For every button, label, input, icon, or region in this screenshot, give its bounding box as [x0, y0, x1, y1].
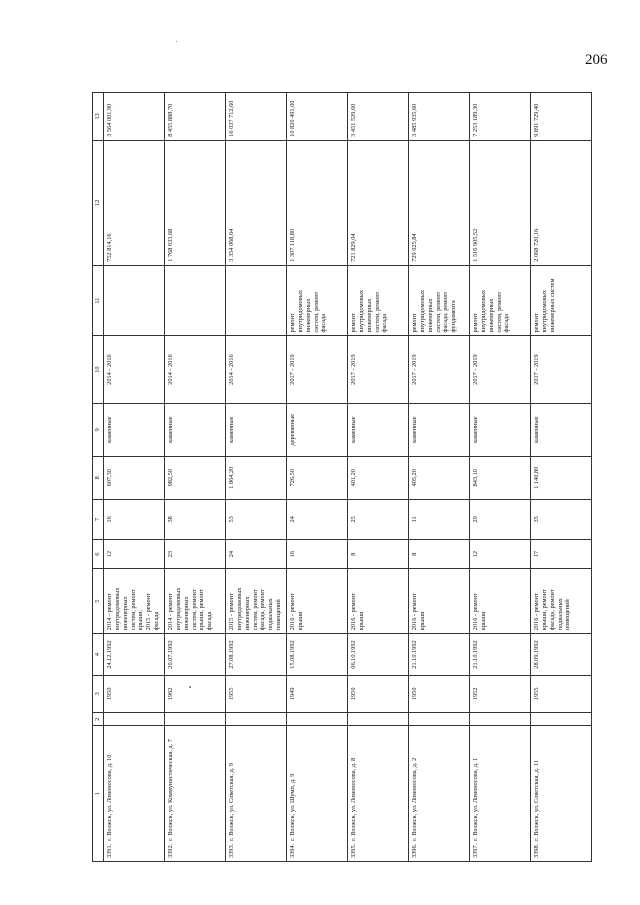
row-number: 3393. — [228, 843, 235, 858]
header-row — [93, 93, 104, 862]
row-number: 3392. — [167, 843, 174, 858]
wall-material-cell: каменные — [531, 403, 592, 456]
address: г. Волжск, ул. Советская, д. 9 — [228, 762, 235, 841]
column-header: 9 — [93, 403, 104, 456]
wall-material-cell: каменные — [409, 403, 470, 456]
area-cell: 982,50 — [165, 456, 226, 499]
empty-cell — [531, 712, 592, 726]
address: г. Волжск, ул. Коммунистическая, д. 7 — [167, 739, 174, 841]
empty-cell — [348, 712, 409, 726]
year-cell: 1962 — [165, 675, 226, 712]
wall-material-cell: деревянные — [287, 403, 348, 456]
area-cell: 401,20 — [348, 456, 409, 499]
address: г. Волжск, ул. Ломоносова, д. 8 — [350, 757, 357, 841]
area-cell: 405,20 — [409, 456, 470, 499]
address-cell — [531, 726, 592, 862]
address-cell — [104, 726, 165, 862]
period-cell: 2017 - 2019 — [348, 336, 409, 403]
period-cell: 2017 - 2019 — [287, 336, 348, 403]
row-number: 3396. — [411, 843, 418, 858]
table-row — [531, 93, 592, 862]
column-header: 3 — [93, 675, 104, 712]
row-number: 3394. — [289, 843, 296, 858]
empty-cell — [287, 712, 348, 726]
count-cell: 20 — [470, 499, 531, 539]
count-cell: 8 — [409, 540, 470, 569]
date-cell: 21.10.1992 — [409, 634, 470, 676]
column-header: 2 — [93, 712, 104, 726]
amount-cell: 729 025,84 — [409, 140, 470, 265]
area-cell: 726,50 — [287, 456, 348, 499]
count-cell: 24 — [226, 540, 287, 569]
table-row — [104, 93, 165, 862]
date-cell: 15.08.1992 — [287, 634, 348, 676]
row-number: 3397. — [472, 843, 479, 858]
amount-cell: 721 829,04 — [348, 140, 409, 265]
year-cell: 1950 — [104, 675, 165, 712]
planned-works-cell: ремонт внутридомовых инженерных систем, ремонт фасада — [287, 265, 348, 336]
address-cell — [165, 726, 226, 862]
count-cell: 23 — [165, 540, 226, 569]
column-header: 5 — [93, 569, 104, 634]
amount-cell: 1 768 633,68 — [165, 140, 226, 265]
wall-material-cell: каменные — [104, 403, 165, 456]
date-cell: 27.08.1992 — [226, 634, 287, 676]
planned-works-cell — [226, 265, 287, 336]
address: г. Волжск, ул. Ломоносова, д. 10 — [106, 754, 113, 841]
empty-cell — [165, 712, 226, 726]
works-cell: 2016 - ремонт крыши — [348, 569, 409, 634]
table-row — [470, 93, 531, 862]
date-cell: 20.07.1992 — [165, 634, 226, 676]
column-header: 7 — [93, 499, 104, 539]
address: г. Волжск, ул. Советская, д. 11 — [533, 760, 540, 841]
count-cell: 17 — [531, 540, 592, 569]
period-cell: 2014 - 2016 — [104, 336, 165, 403]
table-body — [104, 93, 592, 862]
works-cell: 2014 - ремонт внутридомовых инженерных систем, ремонт крыши, ремонт фасада — [165, 569, 226, 634]
total-amount-cell: 3 485 935,60 — [409, 93, 470, 141]
count-cell: 38 — [165, 499, 226, 539]
area-cell: 607,30 — [104, 456, 165, 499]
total-amount-cell: 3 451 529,60 — [348, 93, 409, 141]
column-header: 12 — [93, 140, 104, 265]
row-number: 3398. — [533, 843, 540, 858]
count-cell: 8 — [348, 540, 409, 569]
total-amount-cell: 3 564 001,90 — [104, 93, 165, 141]
empty-cell — [409, 712, 470, 726]
count-cell: 53 — [226, 499, 287, 539]
housing-repair-table — [92, 92, 592, 862]
total-amount-cell: 10 820 491,00 — [287, 93, 348, 141]
year-cell: 1952 — [470, 675, 531, 712]
empty-cell — [104, 712, 165, 726]
count-cell: 11 — [409, 499, 470, 539]
page-number: 206 — [585, 52, 608, 68]
address: г. Волжск, ул. Ломоносова, д. 1 — [472, 757, 479, 841]
table-row — [348, 93, 409, 862]
year-cell: 1955 — [226, 675, 287, 712]
year-cell: 1949 — [287, 675, 348, 712]
period-cell: 2014 - 2016 — [165, 336, 226, 403]
works-cell: 2016 - ремонт крыши — [287, 569, 348, 634]
address: г. Волжск, ул. Шумп, д. 9 — [289, 773, 296, 841]
year-cell: 1950 — [409, 675, 470, 712]
table-row — [226, 93, 287, 862]
period-cell: 2017 - 2019 — [409, 336, 470, 403]
works-cell: 2016 - ремонт крыши — [470, 569, 531, 634]
total-amount-cell: 8 455 888,70 — [165, 93, 226, 141]
address-cell — [470, 726, 531, 862]
column-header: 11 — [93, 265, 104, 336]
address-cell — [287, 726, 348, 862]
amount-cell: 752 814,16 — [104, 140, 165, 265]
wall-material-cell: каменные — [348, 403, 409, 456]
empty-cell — [226, 712, 287, 726]
count-cell: 12 — [470, 540, 531, 569]
total-amount-cell: 7 253 189,30 — [470, 93, 531, 141]
wall-material-cell: каменные — [226, 403, 287, 456]
planned-works-cell: ремонт внутридомовых инженерных систем, ремонт фасада — [470, 265, 531, 336]
rotated-table-container — [92, 92, 608, 862]
works-cell: 2016 - ремонт крыши — [409, 569, 470, 634]
amount-cell: 3 354 068,64 — [226, 140, 287, 265]
column-header: 1 — [93, 726, 104, 862]
planned-works-cell — [104, 265, 165, 336]
column-header: 8 — [93, 456, 104, 499]
row-number: 3395. — [350, 843, 357, 858]
table-row — [409, 93, 470, 862]
year-cell: 1955 — [531, 675, 592, 712]
count-cell: 16 — [287, 540, 348, 569]
table-row — [165, 93, 226, 862]
column-header: 6 — [93, 540, 104, 569]
date-cell: 24.12.1992 — [104, 634, 165, 676]
planned-works-cell: ремонт внутридомовых инженерных систем — [531, 265, 592, 336]
table-row — [287, 93, 348, 862]
works-cell: 2016 - ремонт крыши, ремонт фасада, ремонт подвальных помещений — [531, 569, 592, 634]
works-cell: 2014 - ремонт внутридомовых инженерных систем, ремонт крыши, 2015 - ремонт фасада — [104, 569, 165, 634]
date-cell: 06.10.1992 — [348, 634, 409, 676]
count-cell: 24 — [287, 499, 348, 539]
planned-works-cell — [165, 265, 226, 336]
count-cell: 16 — [104, 499, 165, 539]
wall-material-cell: каменные — [470, 403, 531, 456]
period-cell: 2017 - 2019 — [470, 336, 531, 403]
area-cell: 1 140,80 — [531, 456, 592, 499]
wall-material-cell: каменные — [165, 403, 226, 456]
count-cell: 12 — [104, 540, 165, 569]
empty-cell — [470, 712, 531, 726]
period-cell: 2014 - 2016 — [226, 336, 287, 403]
works-cell: 2015 - ремонт внутридомовых инженерных систем, ремонт фасада, ремонт подвальных помещений — [226, 569, 287, 634]
amount-cell: 1 516 905,52 — [470, 140, 531, 265]
planned-works-cell: ремонт внутридомовых инженерных систем, ремонт фасада — [348, 265, 409, 336]
year-cell: 1950 — [348, 675, 409, 712]
date-cell: 21.10.1992 — [470, 634, 531, 676]
total-amount-cell: 16 037 712,60 — [226, 93, 287, 141]
planned-works-cell: ремонт внутридомовых инженерных систем, ремонт фасада, ремонт фундамента — [409, 265, 470, 336]
amount-cell: 2 068 720,16 — [531, 140, 592, 265]
count-cell: 25 — [348, 499, 409, 539]
column-header: 10 — [93, 336, 104, 403]
column-header: 4 — [93, 634, 104, 676]
row-number: 3391. — [106, 843, 113, 858]
count-cell: 35 — [531, 499, 592, 539]
scan-speck — [176, 41, 177, 42]
address: г. Волжск, ул. Ломоносова, д. 2 — [411, 757, 418, 841]
address-cell — [409, 726, 470, 862]
area-cell: 1 864,20 — [226, 456, 287, 499]
address-cell — [226, 726, 287, 862]
column-header: 13 — [93, 93, 104, 141]
period-cell: 2017 - 2019 — [531, 336, 592, 403]
amount-cell: 1 307 118,80 — [287, 140, 348, 265]
date-cell: 28.09.1992 — [531, 634, 592, 676]
address-cell — [348, 726, 409, 862]
area-cell: 843,10 — [470, 456, 531, 499]
total-amount-cell: 9 891 729,40 — [531, 93, 592, 141]
